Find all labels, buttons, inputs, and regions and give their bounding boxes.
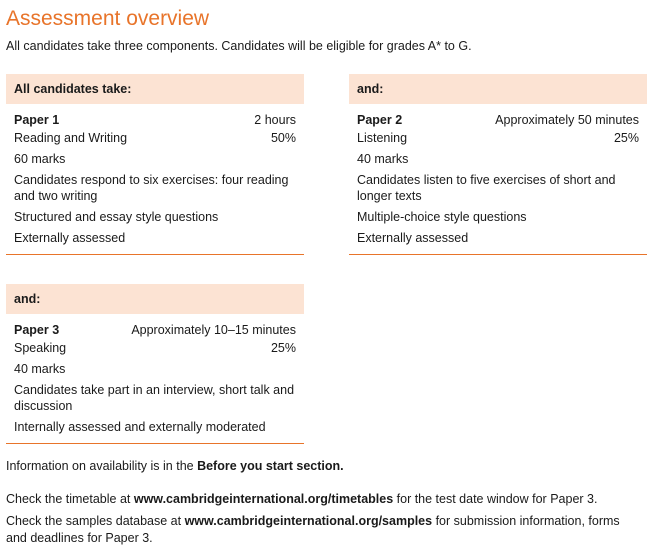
panel-body <box>6 314 304 444</box>
paper-description: Candidates take part in an interview, short talk and discussion <box>14 383 295 413</box>
paper-2-panel <box>349 74 647 255</box>
subject-row <box>14 340 296 356</box>
paper-1-panel <box>6 74 304 255</box>
panel-body <box>349 104 647 255</box>
paper-style: Structured and essay style questions <box>14 210 219 224</box>
paper-marks: 60 marks <box>14 152 66 166</box>
panel-body <box>6 104 304 255</box>
paper-marks: 40 marks <box>357 152 409 166</box>
paper-duration: Approximately 50 minutes <box>495 113 639 127</box>
paper-row <box>14 112 296 128</box>
paper-assessment: Internally assessed and externally moderated <box>14 420 266 434</box>
intro-text: All candidates take three components. Candidates will be eligible for grades A* to G. <box>6 39 472 53</box>
page-title: Assessment overview <box>6 7 210 30</box>
timetable-text: Check the timetable at <box>6 492 134 506</box>
paper-row <box>357 112 639 128</box>
paper-weight: 50% <box>270 131 296 145</box>
availability-note <box>6 458 636 475</box>
paper-weight: 25% <box>270 341 296 355</box>
before-you-start-link[interactable]: Before you start section. <box>197 459 344 473</box>
paper-name: Paper 1 <box>14 113 60 127</box>
availability-text: Information on availability is in the <box>6 459 198 473</box>
paper-duration: Approximately 10–15 minutes <box>131 323 296 337</box>
timetable-suffix: for the test date window for Paper 3. <box>393 492 598 506</box>
paper-marks: 40 marks <box>14 362 66 376</box>
paper-subject: Reading and Writing <box>14 131 128 145</box>
paper-weight: 25% <box>613 131 639 145</box>
timetable-note <box>6 491 636 508</box>
subject-row <box>14 130 296 146</box>
panel-header: All candidates take: <box>6 74 304 104</box>
samples-suffix: for submission information, forms and deadlines for Paper 3. <box>6 514 620 545</box>
timetable-link[interactable]: www.cambridgeinternational.org/timetables <box>133 492 394 506</box>
subject-row <box>357 130 639 146</box>
paper-name: Paper 2 <box>357 113 403 127</box>
paper-description: Candidates respond to six exercises: four reading and two writing <box>14 173 289 203</box>
paper-duration: 2 hours <box>254 113 296 127</box>
paper-description: Candidates listen to five exercises of short and longer texts <box>357 173 616 203</box>
paper-style: Multiple-choice style questions <box>357 210 527 224</box>
paper-3-panel <box>6 284 304 444</box>
panel-header: and: <box>6 284 304 314</box>
paper-assessment: Externally assessed <box>14 231 126 245</box>
panel-header: and: <box>349 74 647 104</box>
paper-name: Paper 3 <box>14 323 60 337</box>
paper-row <box>14 322 296 338</box>
paper-subject: Speaking <box>14 341 67 355</box>
samples-link[interactable]: www.cambridgeinternational.org/samples <box>184 514 433 528</box>
samples-text: Check the samples database at <box>6 514 185 528</box>
samples-note <box>6 513 636 547</box>
paper-subject: Listening <box>357 131 408 145</box>
paper-assessment: Externally assessed <box>357 231 469 245</box>
